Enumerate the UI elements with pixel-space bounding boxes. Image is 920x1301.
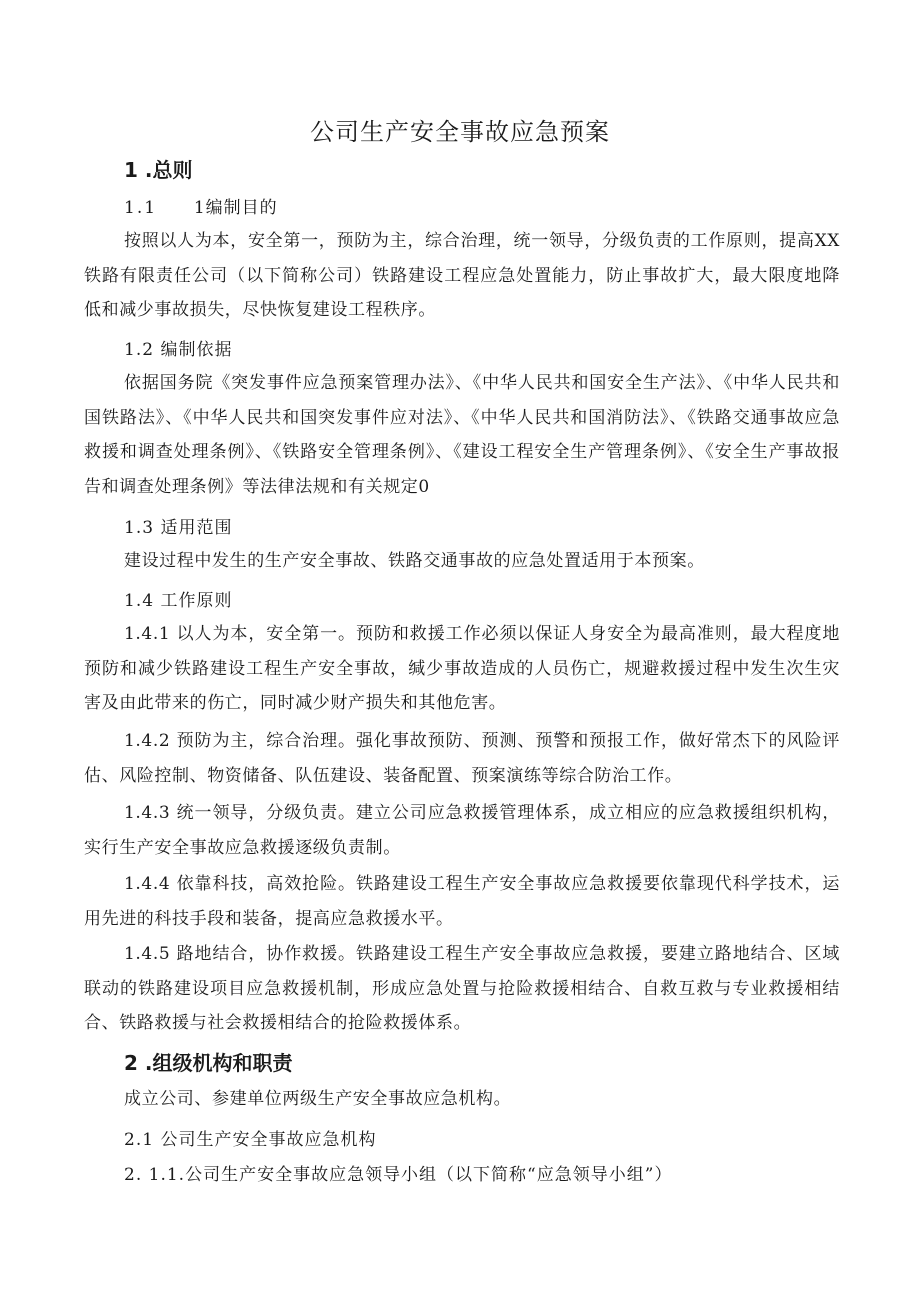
- section-2-1-heading: 2.1 公司生产安全事故应急机构: [124, 1130, 377, 1150]
- section-2-1-1-heading: 2. 1.1.公司生产安全事故应急领导小组（以下简称“应急领导小组”）: [124, 1165, 673, 1185]
- section-1-4-5-paragraph: 1.4.5 路地结合，协作救援。铁路建设工程生产安全事故应急救援，要建立路地结合、区域联动的铁路建设项目应急救援机制，形成应急处置与抢险救援相结合、自救互救与专业救援相结合、铁路救援与社会救援相结合的抢险救援体系。: [84, 944, 840, 1033]
- section-1-1-paragraph: 按照以人为本，安全第一，预防为主，综合治理，统一领导，分级负责的工作原则，提高XX铁路有限责任公司（以下简称公司）铁路建设工程应急处置能力，防止事故扩大，最大限度地降低和减少事故损失，尽快恢复建设工程秩序。: [84, 231, 840, 320]
- section-1-1-number: 1.1: [124, 198, 158, 218]
- section-1-4-2-paragraph: 1.4.2 预防为主，综合治理。强化事故预防、预测、预警和预报工作，做好常杰下的风险评估、风险控制、物资储备、队伍建设、装备配置、预案演练等综合防治工作。: [84, 731, 840, 786]
- section-1-3-paragraph: 建设过程中发生的生产安全事故、铁路交通事故的应急处置适用于本预案。: [124, 551, 705, 571]
- section-2-heading: 2 .组级机构和职责: [124, 1051, 293, 1075]
- section-1-4-3-paragraph: 1.4.3 统一领导，分级负责。建立公司应急救援管理体系，成立相应的应急救援组织机构，实行生产安全事故应急救援逐级负责制。: [84, 803, 840, 858]
- section-1-4-1-paragraph: 1.4.1 以人为本，安全第一。预防和救援工作必须以保证人身安全为最高准则，最大程度地预防和减少铁路建设工程生产安全事故，缄少事故造成的人员伤亡，规避救援过程中发生次生灾害及由此带来的伤亡，同时减少财产损失和其他危害。: [84, 624, 840, 713]
- section-1-1-heading: [124, 193, 278, 218]
- section-1-2-heading: 1.2 编制依据: [124, 340, 233, 360]
- section-1-4-4-paragraph: 1.4.4 依靠科技，高效抢险。铁路建设工程生产安全事故应急救援要依靠现代科学技术，运用先进的科技手段和装备，提高应急救援水平。: [84, 874, 840, 929]
- section-1-heading: 1 .总则: [124, 158, 193, 182]
- document-title: 公司生产安全事故应急预案: [310, 118, 610, 146]
- section-1-4-heading: 1.4 工作原则: [124, 591, 233, 611]
- section-1-3-heading: 1.3 适用范围: [124, 518, 233, 538]
- section-2-paragraph: 成立公司、参建单位两级生产安全事故应急机构。: [124, 1089, 512, 1109]
- section-1-1-title: 1编制目的: [193, 198, 278, 218]
- section-1-2-paragraph: 依据国务院《突发事件应急预案管理办法》、《中华人民共和国安全生产法》、《中华人民共和国铁路法》、《中华人民共和国突发事件应对法》、《中华人民共和国消防法》、《铁路交通事故应急救援和调查处理条例》、《铁路安全管理条例》、《建设工程安全生产管理条例》、《安全生产事故报告和调查处理条例》等法律法规和有关规定0: [84, 373, 840, 497]
